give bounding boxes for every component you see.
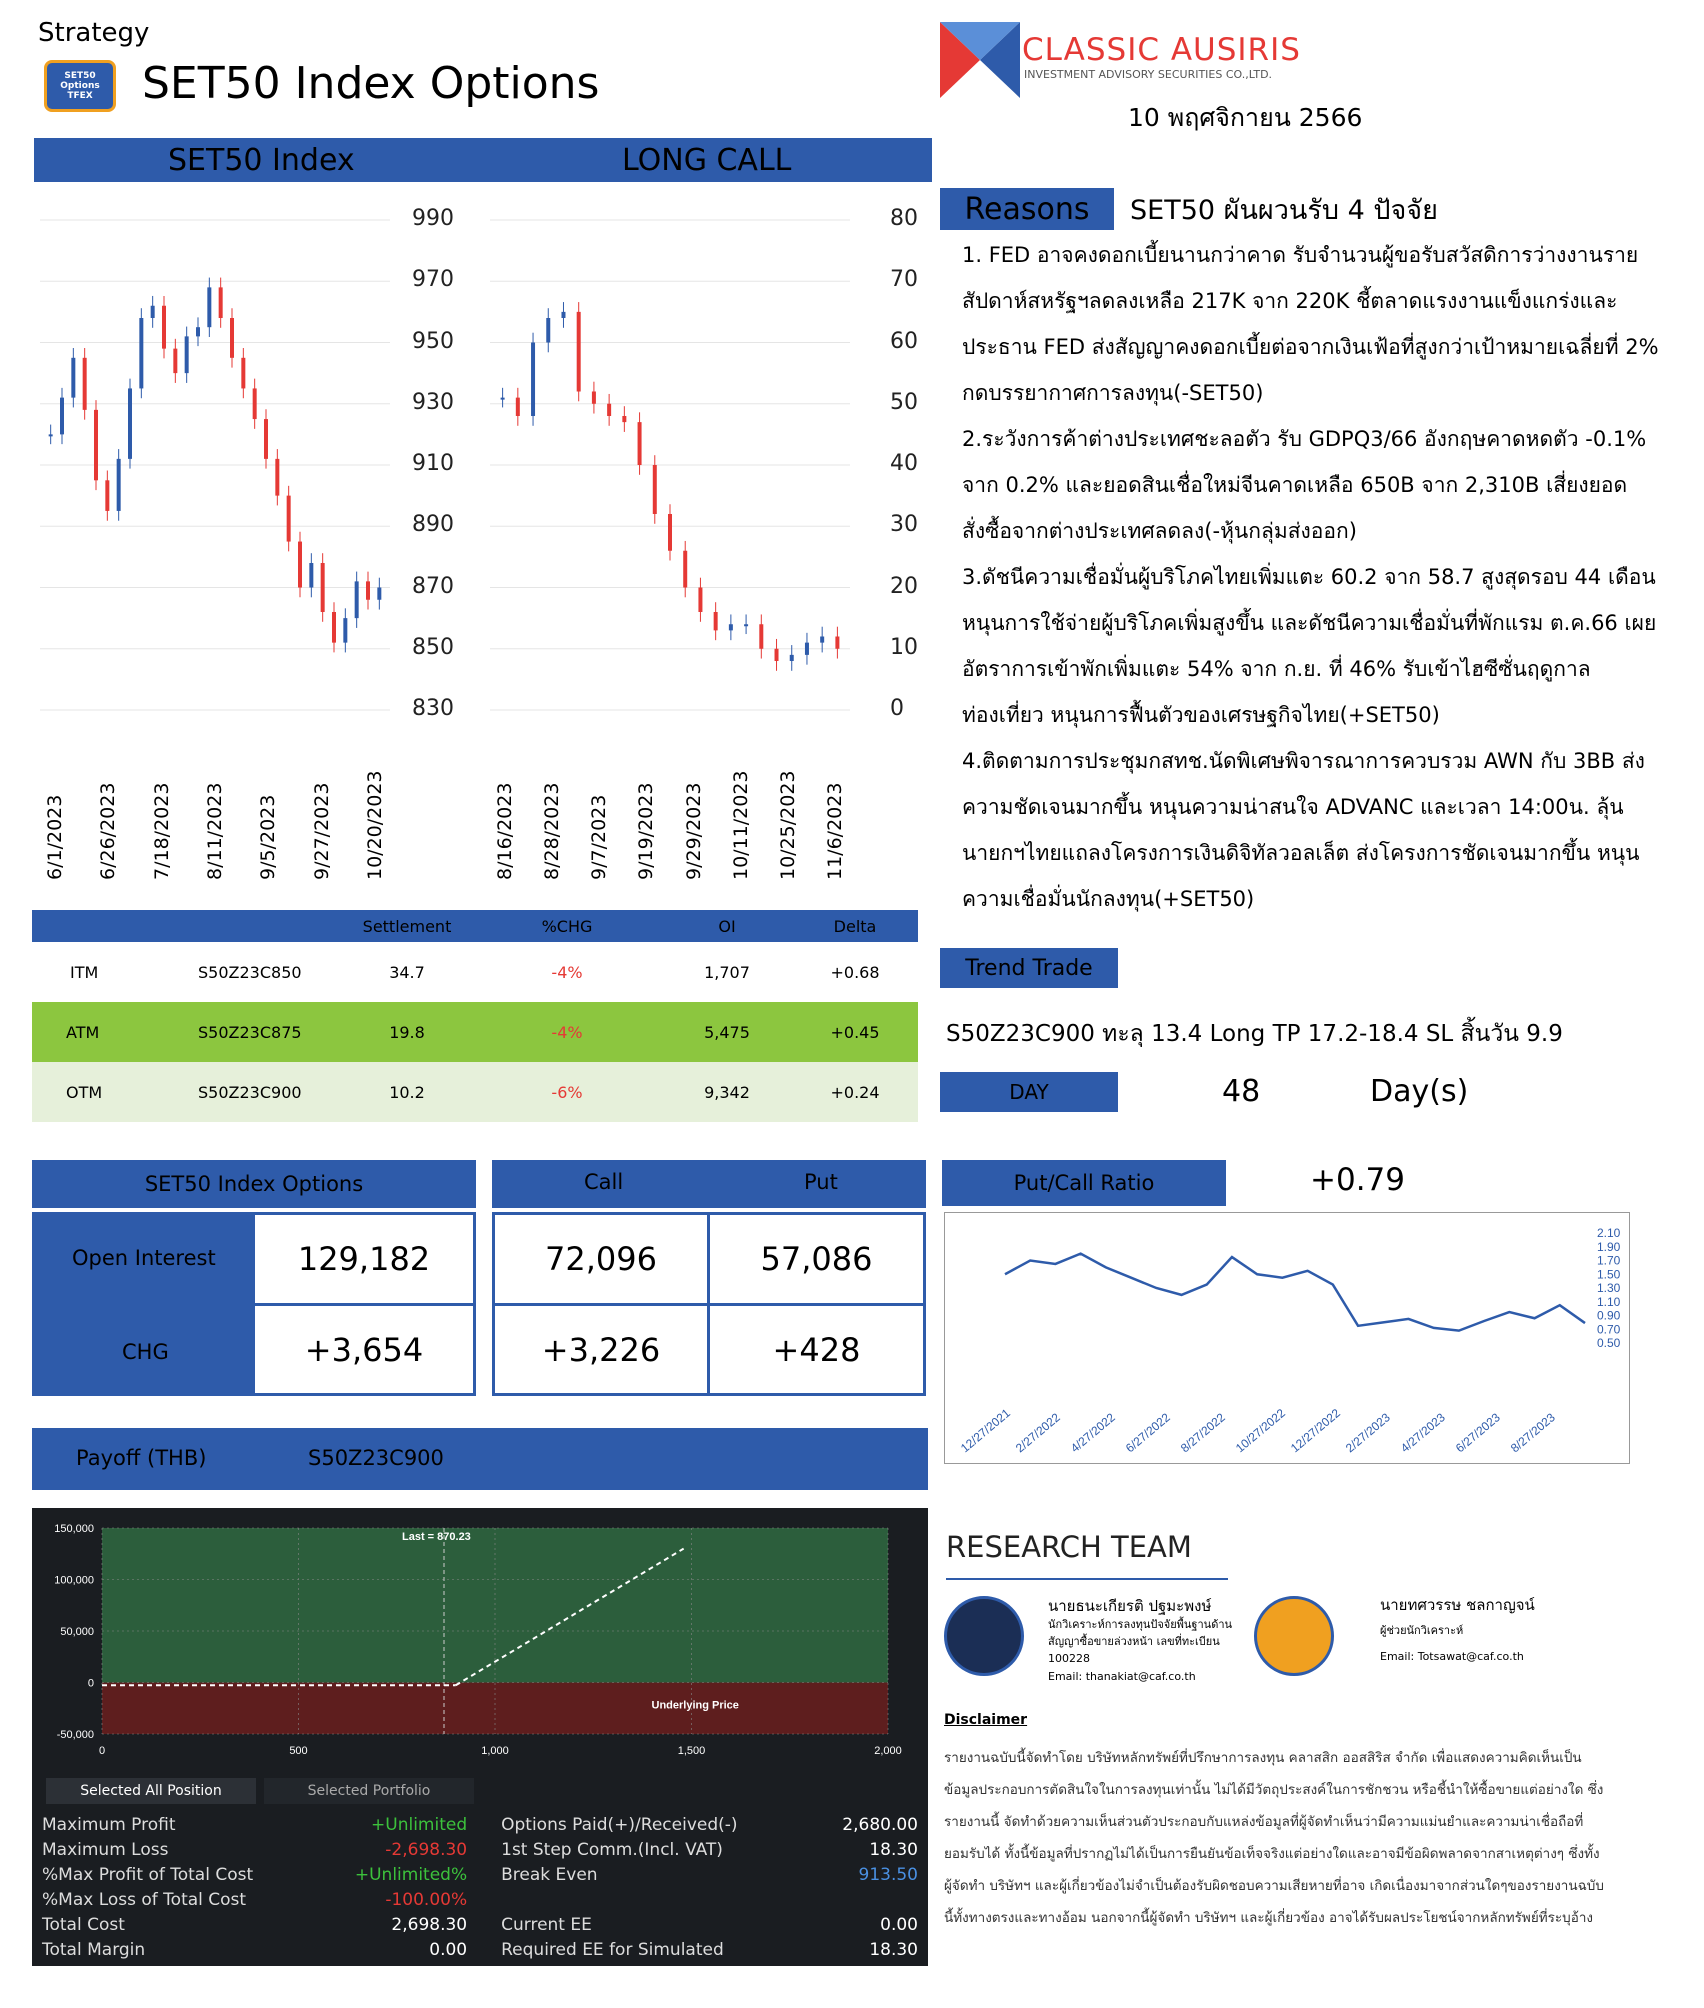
pcr-x-tick: 8/27/2023 [1507,1410,1558,1456]
payoff-cell: Current EE [501,1914,592,1935]
x-tick-label: 6/1/2023 [44,794,66,880]
disclaimer-line: รายงานนี้ จัดทำด้วยความเห็นส่วนตัวประกอบกับแหล่งข้อมูลที่ผู้จัดทำเห็นว่ามีความแม่นยำและความน่าเชื่อถือที่ [944,1814,1584,1830]
payoff-cell: 1st Step Comm.(Incl. VAT) [501,1839,723,1860]
payoff-x-tick: 500 [289,1745,308,1757]
payoff-cell: %Max Loss of Total Cost [42,1889,247,1910]
candle-body [287,496,291,542]
candle-body [60,398,64,435]
y-tick-label: 0 [890,696,904,721]
payoff-cell: %Max Profit of Total Cost [42,1864,254,1885]
pcr-y-tick: 2.10 [1597,1226,1621,1240]
pcr-x-tick: 4/27/2023 [1397,1410,1448,1456]
pcr-x-tick: 8/27/2022 [1177,1410,1228,1456]
table-row [32,942,918,1002]
candle-body [343,618,347,643]
trend-trade-label: Trend Trade [940,948,1118,988]
payoff-cell: -100.00% [385,1889,468,1910]
tab-selected-all[interactable]: Selected All Position [46,1778,256,1804]
oi-label-column [32,1212,252,1396]
reason-line: หนุนการใช้จ่ายผู้บริโภคเพิ่มสูงขึ้น และดัชนีความเชื่อมั่นที่พักแรม ต.ค.66 เผย [962,611,1657,635]
candle-body [759,624,763,649]
candle-body [790,655,794,661]
payoff-cell: Total Margin [42,1939,146,1960]
y-tick-label: 970 [412,267,454,293]
candle-body [196,327,200,336]
reason-line: สั่งซื้อจากต่างประเทศลดลง(-หุ้นกลุ่มส่งออก) [962,519,1357,543]
reason-line: ประธาน FED ส่งสัญญาคงดอกเบี้ยต่อจากเงินเฟ้อที่สูงกว่าเป้าหมายเฉลี่ยที่ 2% [962,335,1659,359]
reasons-text [962,232,1682,922]
candle-body [185,336,189,373]
payoff-cell: 913.50 [858,1864,918,1885]
cell: -6% [551,1082,583,1102]
pcr-line [1005,1254,1585,1331]
oi-put: 57,086 [707,1212,926,1306]
underlying-price-label: Underlying Price [651,1699,739,1712]
candle-body [241,358,245,389]
y-tick-label: 50 [890,389,918,415]
y-tick-label: 910 [412,451,454,476]
y-tick-label: 930 [412,389,454,415]
y-tick-label: 850 [412,634,454,660]
x-tick-label: 8/16/2023 [494,782,516,880]
candle-body [501,398,505,400]
tab-selected-portfolio[interactable]: Selected Portfolio [264,1778,474,1804]
x-tick-label: 7/18/2023 [150,782,173,880]
trend-text: S50Z23C900 ทะลุ 13.4 Long TP 17.2-18.4 SL สิ้นวัน 9.9 [946,1021,1563,1047]
pcr-y-tick: 1.30 [1597,1281,1621,1295]
day-label: DAY [940,1072,1118,1112]
y-tick-label: 10 [890,634,918,660]
cell: -4% [551,1022,583,1042]
candle-body [162,306,166,349]
reason-line: 1. FED อาจคงดอกเบี้ยนานกว่าคาด รับจำนวนผู้ขอรับสวัสดิการว่างงานราย [962,243,1639,267]
x-tick-label: 10/25/2023 [776,770,799,880]
payoff-y-tick: 0 [87,1677,94,1690]
payoff-y-tick: 50,000 [60,1626,94,1638]
cell: OTM [66,1082,103,1102]
open-interest-label: Open Interest [72,1246,216,1270]
research-divider [946,1578,1228,1580]
oi-header: SET50 Index Options [32,1160,476,1208]
payoff-cell: +Unlimited% [354,1864,468,1885]
candle-body [577,312,581,392]
call-put-header [492,1160,926,1208]
reason-line: จาก 0.2% และยอดสินเชื่อใหม่จีนคาดเหลือ 650B จาก 2,310B เสี่ยงยอด [962,473,1628,497]
candle-body [71,358,75,398]
payoff-cell: 18.30 [869,1939,918,1960]
candle-body [207,287,211,327]
x-tick-label: 11/6/2023 [824,782,846,880]
x-tick-label: 9/19/2023 [635,782,658,880]
candle-body [561,312,565,318]
disclaimer-line: นี้ทั้งทางตรงและทางอ้อม นอกจากนี้ผู้จัดทำ บริษัทฯ และผู้เกี่ยวข้อง อาจได้รับผลประโยชน์จากหลักทรัพย์ที่ระบุอ้าง [944,1910,1593,1926]
pcr-x-tick: 12/27/2021 [957,1405,1013,1456]
payoff-row [38,1862,922,1887]
payoff-cell: 18.30 [869,1839,918,1860]
payoff-x-tick: 1,500 [677,1745,706,1757]
disclaimer-text [944,1742,1684,1934]
y-tick-label: 20 [890,573,918,599]
reasons-headline: SET50 ผันผวนรับ 4 ปัจจัย [1130,195,1438,226]
candle-body [264,419,268,459]
pcr-x-tick: 2/27/2023 [1342,1410,1393,1456]
put-label: Put [804,1170,838,1194]
candle-body [275,459,279,496]
candle-body [117,459,121,511]
candle-body [173,349,177,374]
analyst1-info [1048,1596,1238,1687]
charts-header-bar [34,138,932,182]
table-header: OI [718,916,736,936]
candle-body [366,581,370,599]
cell: 34.7 [389,962,425,982]
y-tick-label: 950 [412,328,454,354]
cell: ITM [70,962,99,982]
cell: 5,475 [704,1022,750,1042]
payoff-x-tick: 2,000 [874,1745,902,1757]
chg-call: +3,226 [492,1303,710,1396]
reason-line: กดบรรยากาศการลงทุน(-SET50) [962,381,1264,405]
payoff-summary [32,1770,928,1966]
company-name: CLASSIC AUSIRIS [1022,32,1301,68]
analyst2-name: นายทศวรรษ ชลกาญจน์ [1380,1596,1535,1614]
reason-line: อัตราการเข้าพักเพิ่มแตะ 54% จาก ก.ย. ที่ 46% รับเข้าไฮซีซั่นฤดูกาล [962,657,1591,681]
candle-body [105,480,109,511]
analyst1-avatar [944,1596,1024,1676]
payoff-row [38,1912,922,1937]
payoff-cell: 2,698.30 [391,1914,468,1935]
payoff-cell: Maximum Profit [42,1814,176,1835]
page-title: SET50 Index Options [142,58,600,109]
payoff-x-tick: 1,000 [481,1745,509,1757]
disclaimer-line: ผู้จัดทำ บริษัทฯ และผู้เกี่ยวข้องไม่จำเป็นต้องรับผิดชอบความเสียหายที่อาจ เกิดเนื่องมาจากส่วนใดๆของรายงานฉบับ [944,1878,1604,1894]
y-tick-label: 80 [890,206,918,231]
x-tick-label: 9/5/2023 [257,794,280,880]
candle-body [219,287,223,318]
analyst1-name: นายธนะเกียรติ ปฐมะพงษ์ [1048,1597,1212,1615]
y-tick-label: 40 [890,451,918,476]
payoff-y-tick: -50,000 [56,1729,94,1741]
payoff-cell: Options Paid(+)/Received(-) [501,1814,738,1835]
cell: 19.8 [389,1022,425,1042]
payoff-cell: Maximum Loss [42,1839,169,1860]
candle-body [128,388,132,458]
cell: S50Z23C900 [198,1082,302,1102]
candle-body [139,318,143,388]
payoff-row [38,1812,922,1837]
analyst2-role: ผู้ช่วยนักวิเคราะห์ [1380,1624,1464,1637]
table-header: Settlement [362,916,452,936]
candle-body [607,404,611,416]
payoff-x-tick: 0 [98,1745,106,1757]
candle-body [744,624,748,626]
candle-body [546,318,550,343]
candle-body [516,398,520,416]
candle-body [698,588,702,613]
y-tick-label: 870 [412,573,454,599]
pcr-y-tick: 0.50 [1597,1336,1621,1350]
company-subtitle: INVESTMENT ADVISORY SECURITIES CO.,LTD. [1024,68,1273,81]
pcr-value: +0.79 [1310,1162,1405,1198]
set50-y-axis [412,200,472,760]
x-tick-label: 10/11/2023 [729,770,752,880]
table-header [32,910,142,942]
x-tick-label: 10/20/2023 [364,770,386,880]
chg-label: CHG [122,1340,169,1364]
chg-put: +428 [707,1303,926,1396]
candle-body [531,343,535,417]
payoff-cell: +Unlimited [371,1814,468,1835]
last-price-label: Last = 870.23 [402,1531,471,1543]
payoff-cell: Break Even [501,1864,598,1885]
pcr-y-tick: 0.90 [1597,1308,1621,1323]
reason-line: ท่องเที่ยว หนุนการฟื้นตัวของเศรษฐกิจไทย(+SET50) [962,703,1440,727]
disclaimer-title: Disclaimer [944,1712,1028,1728]
long-call-candlestick-chart [490,200,860,760]
reasons-label: Reasons [940,188,1114,230]
y-tick-label: 30 [890,512,918,538]
candle-body [653,465,657,514]
candle-body [835,637,839,649]
payoff-cell: 0.00 [429,1939,468,1960]
candle-body [309,563,313,588]
cell: +0.68 [830,962,880,982]
payoff-cell: Required EE for Simulated [501,1939,724,1960]
payoff-chart [32,1508,928,1770]
x-tick-label: 6/26/2023 [97,782,120,880]
x-tick-label: 8/11/2023 [204,782,226,880]
candle-body [230,318,234,358]
analyst2-email: Email: Totsawat@caf.co.th [1380,1650,1524,1663]
cell: 1,707 [704,962,750,982]
payoff-y-tick: 100,000 [54,1574,94,1587]
day-value: 48 [1222,1074,1261,1109]
company-logo [940,22,1020,98]
payoff-cell: 0.00 [880,1914,918,1935]
candle-body [622,416,626,422]
y-tick-label: 60 [890,328,918,354]
pcr-x-tick: 4/27/2022 [1067,1410,1118,1456]
research-title: RESEARCH TEAM [946,1530,1192,1564]
pcr-x-tick: 12/27/2022 [1287,1405,1343,1456]
payoff-table [38,1812,922,1962]
pcr-y-tick: 1.50 [1597,1267,1621,1282]
candle-body [83,358,87,410]
long-call-y-axis [890,200,940,760]
pcr-x-tick: 6/27/2023 [1452,1410,1503,1456]
candle-body [332,612,336,643]
cell: -4% [551,962,583,982]
payoff-series: S50Z23C900 [308,1446,444,1470]
analyst2-avatar [1254,1596,1334,1676]
category-label: Strategy [38,18,150,48]
payoff-cell: Total Cost [42,1914,125,1935]
set50-chart-header: SET50 Index [168,142,355,178]
candle-body [94,410,98,480]
call-label: Call [584,1170,624,1194]
pcr-x-tick: 2/27/2022 [1012,1410,1063,1456]
reason-line: สัปดาห์สหรัฐฯลดลงเหลือ 217K จาก 220K ชี้ตลาดแรงงานแข็งแกร่งและ [962,289,1618,313]
pcr-y-tick: 0.70 [1597,1322,1621,1337]
long-call-chart-header: LONG CALL [622,142,792,178]
report-date: 10 พฤศจิกายน 2566 [1128,103,1363,132]
candle-body [820,637,824,643]
table-header: %CHG [541,916,593,936]
disclaimer-line: ข้อมูลประกอบการตัดสินใจในการลงทุนเท่านั้น ไม่ได้มีวัตถุประสงค์ในการชักชวน หรือชี้นำให้ซื้อขายแต่อย่างใด ซึ่ง [944,1782,1604,1798]
reason-line: ความเชื่อมั่นนักลงทุน(+SET50) [962,887,1255,911]
set50-options-logo [44,60,116,112]
candle-body [253,388,257,419]
candle-body [805,643,809,655]
reason-line: 2.ระวังการค้าต่างประเทศชะลอตัว รับ GDPQ3/66 อังกฤษคาดหดตัว -0.1% [962,427,1647,451]
table-header: Delta [833,916,877,936]
disclaimer-line: รายงานฉบับนี้จัดทำโดย บริษัทหลักทรัพย์ที่ปรึกษาการลงทุน คลาสสิก ออสสิริส จำกัด เพื่อแสดงความคิดเห็นเป็น [944,1750,1582,1766]
pcr-chart [944,1212,1630,1464]
day-unit: Day(s) [1370,1074,1469,1109]
oi-call: 72,096 [492,1212,710,1306]
payoff-row [38,1887,922,1912]
cell: 10.2 [389,1082,425,1102]
x-tick-label: 9/27/2023 [310,782,333,880]
y-tick-label: 70 [890,267,918,293]
long-call-x-axis [490,770,870,900]
set50-x-axis [40,770,400,900]
payoff-cell: -2,698.30 [385,1839,468,1860]
table-row [32,1062,918,1122]
x-tick-label: 9/29/2023 [682,782,705,880]
pcr-x-tick: 10/27/2022 [1232,1405,1288,1456]
pcr-y-tick: 1.90 [1597,1239,1621,1254]
reason-line: นายกฯไทยแถลงโครงการเงินดิจิทัลวอลเล็ต ส่งโครงการชัดเจนมากขึ้น หนุน [962,841,1640,865]
x-tick-label: 8/28/2023 [541,782,564,880]
candle-body [668,514,672,551]
chg-total: +3,654 [252,1303,476,1396]
cell: +0.24 [830,1082,880,1102]
cell: ATM [66,1022,100,1042]
candle-body [775,649,779,661]
candle-body [151,306,155,318]
candle-body [683,551,687,588]
payoff-y-tick: 150,000 [54,1523,94,1535]
candle-body [298,542,302,588]
table-row [32,1002,918,1062]
oi-total: 129,182 [252,1212,476,1306]
cell: +0.45 [830,1022,880,1042]
payoff-label: Payoff (THB) [76,1446,207,1470]
y-tick-label: 890 [412,512,454,538]
table-header-row [32,910,918,942]
analyst1-email: Email: thanakiat@caf.co.th [1048,1670,1196,1683]
reason-line: ความชัดเจนมากขึ้น หนุนความน่าสนใจ ADVANC และเวลา 14:00น. ลุ้น [962,795,1624,819]
candle-body [592,392,596,404]
payoff-cell [815,1887,922,1912]
candle-body [355,581,359,618]
analyst1-role: นักวิเคราะห์การลงทุนปัจจัยพื้นฐานด้านสัญญาซื้อขายล่วงหน้า เลขที่ทะเบียน 100228 [1048,1618,1233,1665]
disclaimer-line: ยอมรับได้ ทั้งนี้ข้อมูลที่ปรากฏไม่ได้เป็นการยืนยันข้อเท็จจริงแต่อย่างใดและอาจมีข้อผิดพลาดจากสาเหตุต่างๆ ซึ่งทั้ง [944,1846,1600,1862]
options-table [32,910,918,1122]
payoff-row [38,1937,922,1962]
table-header [142,910,342,942]
payoff-cell [471,1887,815,1912]
payoff-cell: 2,680.00 [842,1814,918,1835]
reason-line: 3.ดัชนีความเชื่อมั่นผู้บริโภคไทยเพิ่มแตะ 60.2 จาก 58.7 สูงสุดรอบ 44 เดือน [962,565,1656,589]
cell: 9,342 [704,1082,750,1102]
candle-body [321,563,325,612]
pcr-y-tick: 1.70 [1597,1253,1621,1268]
candle-body [714,612,718,630]
candle-body [638,422,642,465]
reason-line: 4.ติดตามการประชุมกสทช.นัดพิเศษพิจารณาการควบรวม AWN กับ 3BB ส่ง [962,749,1645,773]
pcr-x-tick: 6/27/2022 [1122,1410,1173,1456]
pcr-y-tick: 1.10 [1597,1294,1621,1309]
payoff-header [32,1428,928,1490]
payoff-row [38,1837,922,1862]
candle-body [729,624,733,630]
cell: S50Z23C850 [198,962,302,982]
y-tick-label: 990 [412,206,454,231]
candle-body [49,434,53,436]
logo-text: SET50 Options TFEX [60,71,100,101]
y-tick-label: 830 [412,696,454,721]
pcr-label: Put/Call Ratio [942,1160,1226,1206]
analyst2-info [1380,1592,1640,1670]
cell: S50Z23C875 [198,1022,302,1042]
x-tick-label: 9/7/2023 [588,794,611,880]
candle-body [377,588,381,600]
